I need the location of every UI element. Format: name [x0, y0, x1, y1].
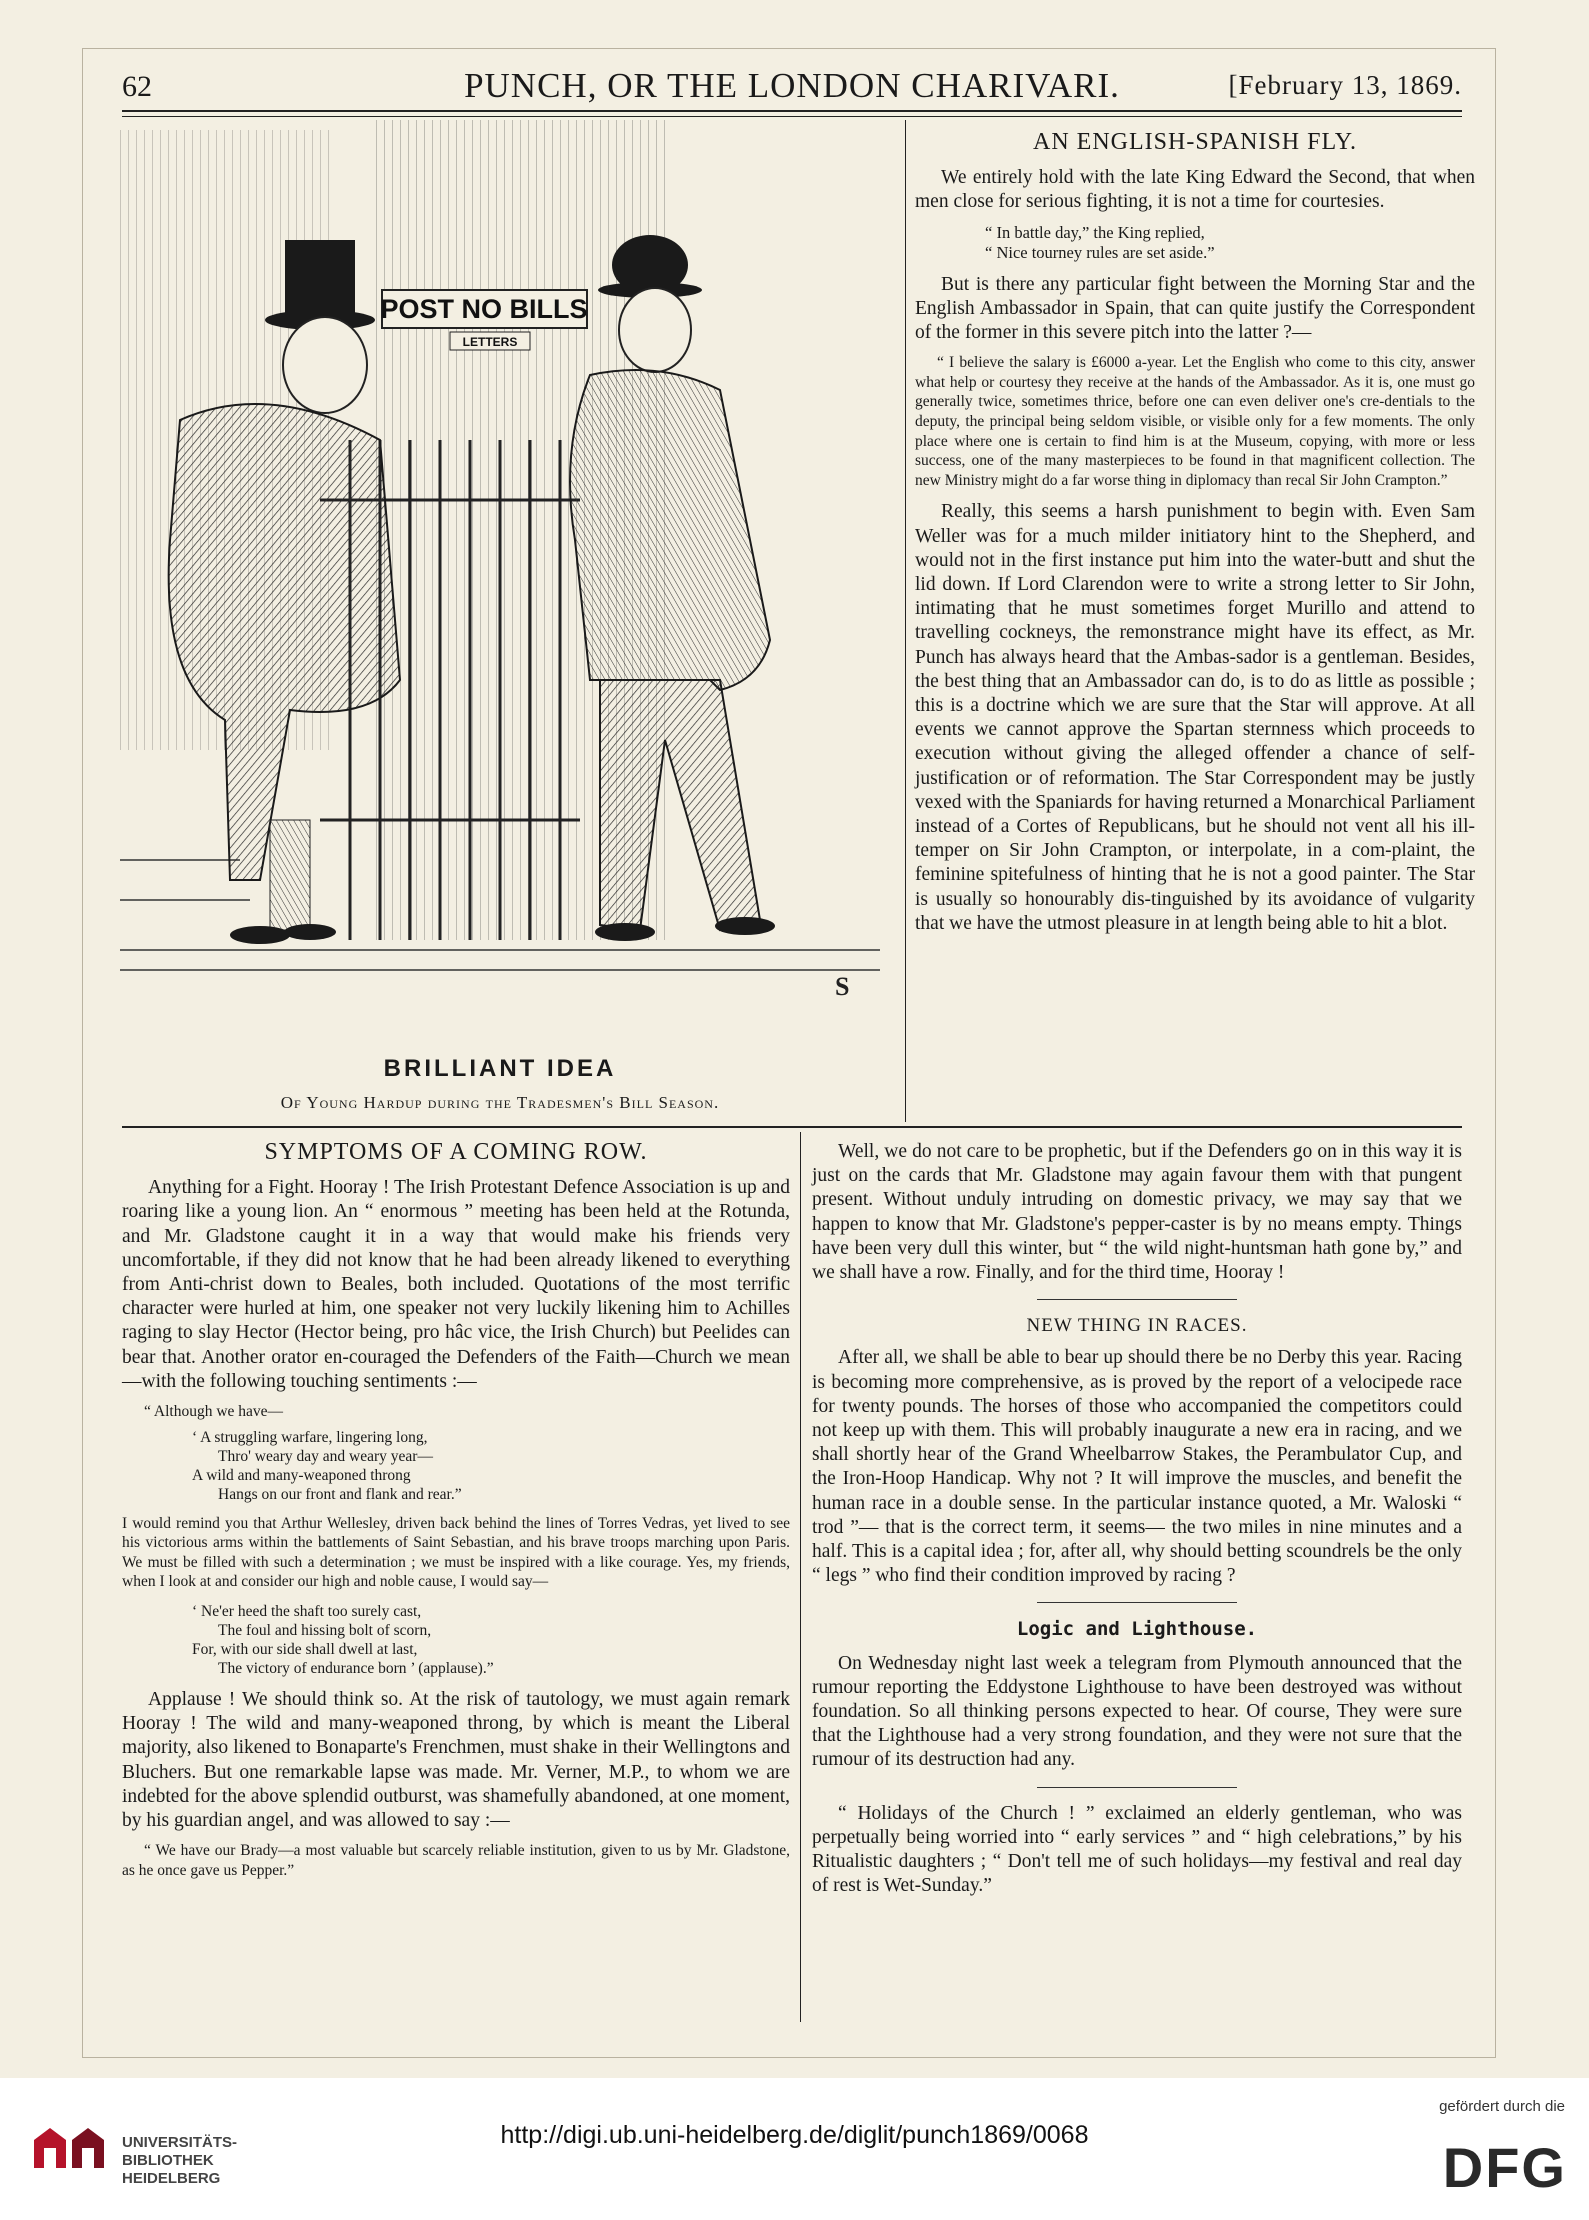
article-title: Logic and Lighthouse. — [1016, 1618, 1258, 1641]
paragraph: Really, this seems a harsh punishment to begin with. Even Sam Weller was for a much milder initiatory hint to the Shepherd, and would not in the first instance put him into the water-butt and shut the lid down. If Lord Clarendon were to write a strong letter to Sir John, intimating that he must sometimes forget Murillo and attend to travelling cockneys, the remonstrance might have its effect, as Mr. Punch has always heard that the Ambas-sador is a gentleman. Besides, the best thing that an Ambassador can do, is to do as little as possible ; this is a doctrine which we are sure that the Star will approve. At all events we cannot approve the Spartan sternness which proceeds to execution without giving the alleged offender a chance of self-justification or of reformation. The Star Correspondent may be justly vexed with the Spaniards for having returned a Monarchical Parliament instead of a Cortes of Republicans, but he should not vent all his ill-temper on Sir John Crampton, or interpolate, in a com-plaint, the feminine spitefulness of hinting that he is not a good painter. The Star is usually so honourably dis-tinguished by its avoidance of vulgarity that we have the utmost pleasure in at length being able to hit a blot. — [915, 501, 1475, 934]
article-english-spanish-fly — [915, 130, 1475, 944]
section-rule — [122, 1126, 1462, 1128]
masthead-title: PUNCH, OR THE LONDON CHARIVARI. — [464, 66, 1120, 105]
column-divider-top — [905, 120, 906, 1122]
separator — [1037, 1787, 1237, 1788]
quotation: “ I believe the salary is £6000 a-year. Let the English who come to this city, answer what help or courtesy they receive at the hands of the Ambassador. As it is, one must go generally twice, sometimes thrice, before one can even deliver one's cre-dentials to the deputy, the principal being seldom visible, or visible only for a few moments. The only place where one is certain to find him is at the Museum, copying, with more or less success, one of the many masterpieces to be found in that magnificent collection. The new Ministry might do a far worse thing in diplomacy than recal Sir John Crampton.” — [915, 354, 1475, 489]
artist-signature: S — [835, 972, 850, 1001]
article-title: AN ENGLISH-SPANISH FLY. — [1033, 129, 1357, 155]
article-symptoms — [122, 1140, 790, 1890]
verse-line: “ In battle day,” the King replied, — [985, 222, 1205, 242]
paragraph: “ Holidays of the Church ! ” exclaimed an elderly gentleman, who was perpetually being worried into “ early services ” and “ high celebrations,” by his Ritualistic daughters ; “ Don't tell me of such holidays—my festival and real day of rest is Wet-Sunday.” — [812, 1802, 1462, 1897]
paragraph: Well, we do not care to be prophetic, but if the Defenders go on in this way it is just on the cards that Mr. Gladstone may again favour them with that pungent present. Without unduly intruding on domestic privacy, we may say that we happen to know that Mr. Gladstone's pepper-caster is by no means empty. Things have been very dull this winter, but “ the wild night-huntsman hath gone by,” and we shall have a row. Finally, and for the third time, Hooray ! — [812, 1141, 1462, 1284]
separator — [1037, 1602, 1237, 1603]
sign-text: POST NO BILLS — [380, 294, 588, 324]
verse-line: ‘ Ne'er heed the shaft too surely cast, — [192, 1603, 422, 1620]
article-title: NEW THING IN RACES. — [1026, 1315, 1248, 1337]
page-number: 62 — [122, 70, 152, 103]
right-column-bottom — [812, 1140, 1462, 1906]
paragraph: Applause ! We should think so. At the risk of tautology, we must again remark Hooray ! The wild and many-weaponed throng, by which is meant the Liberal majority, also likened to Bonaparte's Frenchmen, must shake in their Wellingtons and Bluchers. But one remarkable lapse was made. Mr. Verner, M.P., to whom we are indebted for the above splendid outburst, was shamefully abandoned, at one moment, by his guardian angel, and was allowed to say :— — [122, 1689, 790, 1832]
verse-line: Hangs on our front and flank and rear.” — [218, 1485, 462, 1503]
paragraph: We entirely hold with the late King Edward the Second, that when men close for serious fighting, it is not a time for courtesies. — [915, 167, 1475, 213]
library-name-line: UNIVERSITÄTS- — [122, 2134, 238, 2151]
separator — [1037, 1299, 1237, 1300]
paragraph: Anything for a Fight. Hooray ! The Irish Protestant Defence Association is up and roaring like a young lion. An “ enormous ” meeting has been held at the Rotunda, and Mr. Gladstone caught it in a way that would make his friends very uncomfortable, if they did not know that he had been already likened to everything from Anti-christ down to Beales, both included. Quotations of the most terrific character were hurled at him, one speaker not very luckily likening him to Achilles raging to slay Hector (Hector being, pro hâc vice, the Irish Church) but Peelides can bear that. Another orator en-couraged the Defenders of the Faith—Church we mean—with the following touching sentiments :— — [122, 1177, 790, 1392]
quotation: “ Although we have— — [144, 1403, 284, 1421]
verse-line: The foul and hissing bolt of scorn, — [218, 1622, 432, 1639]
verse-line: A wild and many-weaponed throng — [192, 1466, 411, 1484]
article-title: SYMPTOMS OF A COMING ROW. — [264, 1139, 648, 1165]
paragraph: On Wednesday night last week a telegram from Plymouth announced that the rumour reporting the Eddystone Lighthouse to have been destroyed was without foundation. So all thinking persons expected to hear. Of course, They were sure that the Lighthouse had a very strong foundation, and they were not sure that the rumour of its destruction had any. — [812, 1652, 1462, 1771]
paragraph: But is there any particular fight between the Morning Star and the English Ambassador in Spain, that can quite justify the Correspondent of the former in this severe pitch into the latter ?— — [915, 273, 1475, 344]
letters-text: LETTERS — [462, 335, 518, 349]
quotation: “ We have our Brady—a most valuable but scarcely reliable institution, given to us by Mr. Gladstone, as he once gave us Pepper.” — [122, 1842, 790, 1879]
library-name-line: HEIDELBERG — [122, 2170, 221, 2187]
cartoon-title: BRILLIANT IDEA — [383, 1055, 617, 1082]
header-rule — [122, 110, 1462, 112]
dfg-logo: DFG — [1442, 2136, 1567, 2199]
verse-line: For, with our side shall dwell at last, — [192, 1641, 418, 1658]
verse — [192, 1428, 790, 1504]
quotation: I would remind you that Arthur Wellesley, driven back behind the lines of Torres Vedras, yet lived to see his victorious arms within the battlements of Saint Sebastian, and his brave troops marching upon Paris. We must be filled with such a determination ; we must be inspired with a like courage. Yes, my friends, when I look at and consider our high and noble cause, I would say— — [122, 1514, 790, 1591]
library-name-line: BIBLIOTHEK — [122, 2152, 214, 2169]
verse-line: The victory of endurance born ’ (applause).” — [218, 1660, 494, 1677]
sponsor-text: gefördert durch die — [1439, 2098, 1565, 2115]
verse-line: ‘ A struggling warfare, lingering long, — [192, 1428, 428, 1446]
verse-line: “ Nice tourney rules are set aside.” — [985, 242, 1215, 262]
cartoon-subtitle: Of Young Hardup during the Tradesmen's Bill Season. — [280, 1093, 720, 1112]
verse — [192, 1602, 790, 1678]
verse-line: Thro' weary day and weary year— — [218, 1447, 433, 1465]
verse — [985, 223, 1475, 263]
header-rule-thin — [122, 116, 1462, 117]
column-divider-bottom — [800, 1132, 801, 2022]
source-url[interactable]: http://digi.ub.uni-heidelberg.de/diglit/punch1869/0068 — [500, 2121, 1089, 2149]
page-header — [122, 64, 1462, 110]
paragraph: After all, we shall be able to bear up should there be no Derby this year. Racing is becoming more comprehensive, as is proved by the report of a velocipede race for twenty pounds. The horses of those who accompanied the competitors could not keep up with them. This will probably inaugurate a new era in racing, and we shall shortly hear of the Grand Wheelbarrow Stakes, the Perambulator Cup, and the Iron-Hoop Handicap. Why not ? It will improve the muscles, and benefit the human race in a double sense. In the particular instance quoted, a Mr. Waloski “ trod ”— that is the correct term, it seems— the two miles in nine minutes and a half. This is a capital idea ; for, after all, why should betting scoundrels be the only “ legs ” who find their condition improved by racing ? — [812, 1347, 1462, 1587]
cartoon-illustration — [120, 120, 880, 1040]
issue-date: [February 13, 1869. — [1228, 70, 1462, 100]
